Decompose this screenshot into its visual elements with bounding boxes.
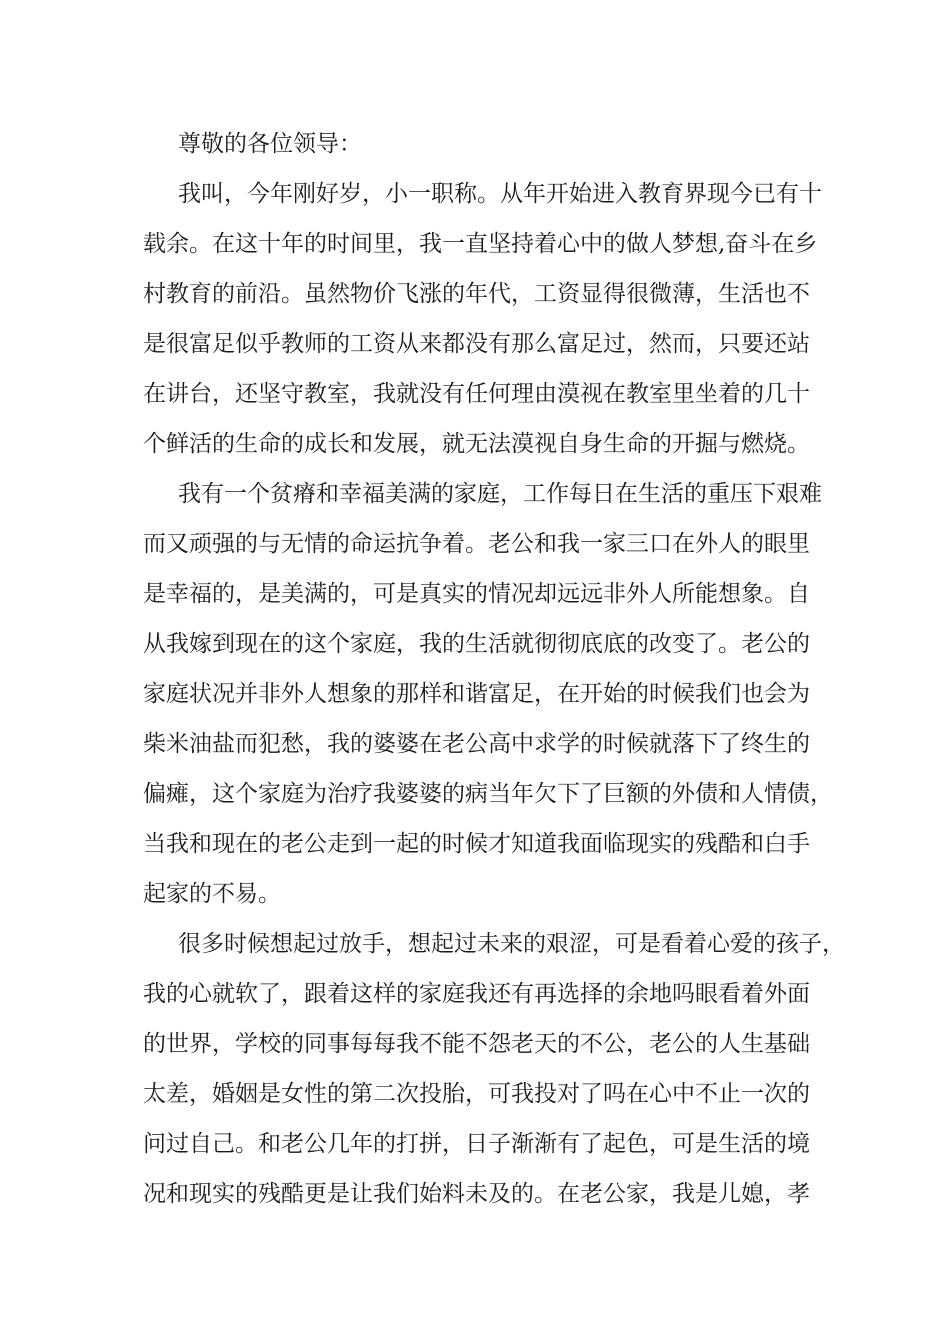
paragraph-3-line-6: 况和现实的残酷更是让我们始料未及的。在老公家，我是儿媳，孝: [143, 1181, 810, 1207]
paragraph-3-line-5: 问过自己。和老公几年的打拼，日子渐渐有了起色，可是生活的境: [143, 1131, 810, 1157]
paragraph-1-line-1: 我叫，今年刚好岁，小一职称。从年开始进入教育界现今已有十: [178, 181, 822, 207]
paragraph-3-line-3: 的世界，学校的同事每每我不能不怨老天的不公，老公的人生基础: [143, 1031, 810, 1057]
paragraph-1-line-4: 是很富足似乎教师的工资从来都没有那么富足过，然而，只要还站: [143, 331, 810, 357]
paragraph-1-line-3: 村教育的前沿。虽然物价飞涨的年代，工资显得很微薄，生活也不: [143, 281, 810, 307]
paragraph-1-line-5: 在讲台，还坚守教室，我就没有任何理由漠视在教室里坐着的几十: [143, 381, 810, 407]
paragraph-1-line-2: 载余。在这十年的时间里，我一直坚持着心中的做人梦想,奋斗在乡: [143, 231, 818, 257]
paragraph-3-line-4: 太差，婚姻是女性的第二次投胎，可我投对了吗在心中不止一次的: [143, 1081, 810, 1107]
paragraph-2-line-7: 偏瘫，这个家庭为治疗我婆婆的病当年欠下了巨额的外债和人情债，: [143, 781, 833, 807]
paragraph-3-line-1: 很多时候想起过放手，想起过未来的艰涩，可是看着心爱的孩子，: [178, 931, 845, 957]
paragraph-2-line-5: 家庭状况并非外人想象的那样和谐富足，在开始的时候我们也会为: [143, 681, 810, 707]
salutation-line: 尊敬的各位领导：: [178, 131, 362, 157]
paragraph-2-line-8: 当我和现在的老公走到一起的时候才知道我面临现实的残酷和白手: [143, 831, 810, 857]
paragraph-2-line-9: 起家的不易。: [143, 881, 281, 907]
paragraph-3-line-2: 我的心就软了，跟着这样的家庭我还有再选择的余地吗眼看着外面: [143, 981, 810, 1007]
paragraph-1-line-6: 个鲜活的生命的成长和发展，就无法漠视自身生命的开掘与燃烧。: [143, 431, 810, 457]
paragraph-2-line-6: 柴米油盐而犯愁，我的婆婆在老公高中求学的时候就落下了终生的: [143, 731, 810, 757]
paragraph-2-line-2: 而又顽强的与无情的命运抗争着。老公和我一家三口在外人的眼里: [143, 531, 810, 557]
paragraph-2-line-4: 从我嫁到现在的这个家庭，我的生活就彻彻底底的改变了。老公的: [143, 631, 810, 657]
paragraph-2-line-3: 是幸福的，是美满的，可是真实的情况却远远非外人所能想象。自: [143, 581, 810, 607]
paragraph-2-line-1: 我有一个贫瘠和幸福美满的家庭，工作每日在生活的重压下艰难: [178, 481, 822, 507]
